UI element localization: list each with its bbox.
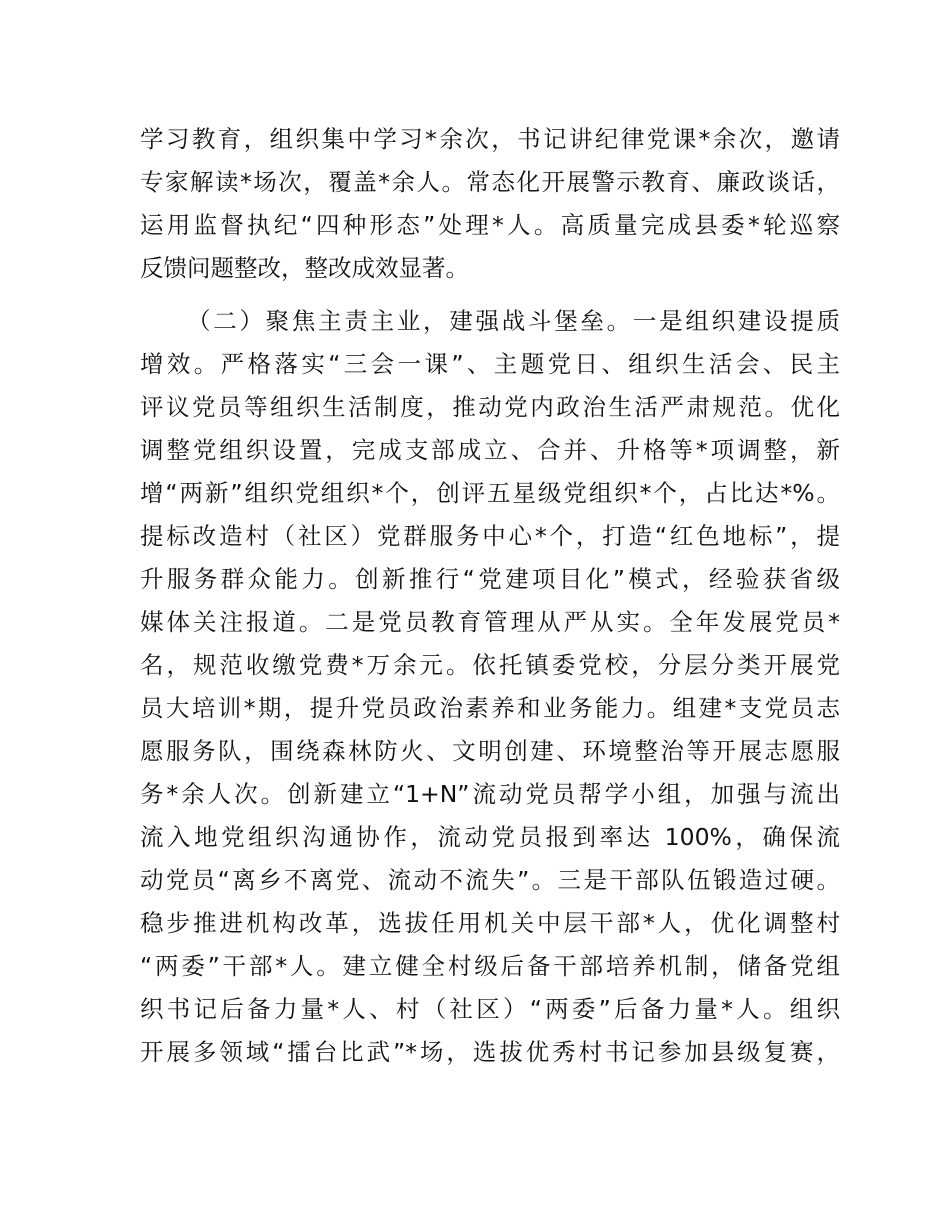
text-line: 愿服务队，围绕森林防火、文明创建、环境整治等开展志愿服: [140, 737, 840, 765]
document-body: [140, 118, 840, 1074]
text-line: 开展多领域“擂台比武”*场，选拔优秀村书记参加县级复赛，: [140, 1038, 840, 1066]
text-line: 动党员“离乡不离党、流动不流失”。三是干部队伍锻造过硬。: [140, 866, 840, 894]
text-line: 提标改造村（社区）党群服务中心*个，打造“红色地标”，提: [140, 522, 840, 550]
text-line: 媒体关注报道。二是党员教育管理从严从实。全年发展党员*: [140, 608, 840, 636]
text-line: 评议党员等组织生活制度，推动党内政治生活严肃规范。优化: [140, 393, 840, 421]
text-line: “两委”干部*人。建立健全村级后备干部培养机制，储备党组: [140, 952, 840, 980]
text-line: 调整党组织设置，完成支部成立、合并、升格等*项调整，新: [140, 436, 840, 464]
text-line: 员大培训*期，提升党员政治素养和业务能力。组建*支党员志: [140, 694, 840, 722]
text-line: 反馈问题整改，整改成效显著。: [140, 254, 469, 282]
text-line: 稳步推进机构改革，选拔任用机关中层干部*人，优化调整村: [140, 909, 840, 937]
text-line: 增效。严格落实“三会一课”、主题党日、组织生活会、民主: [140, 350, 840, 378]
text-line: 专家解读*场次，覆盖*余人。常态化开展警示教育、廉政谈话，: [140, 168, 840, 196]
text-line: 织书记后备力量*人、村（社区）“两委”后备力量*人。组织: [140, 995, 840, 1023]
text-line: 运用监督执纪“四种形态”处理*人。高质量完成县委*轮巡察: [140, 211, 840, 239]
paragraph-gap: [140, 290, 840, 300]
text-line: 流入地党组织沟通协作，流动党员报到率达 100%，确保流: [140, 823, 840, 851]
paragraph-1: [140, 118, 840, 290]
text-line: 务*余人次。创新建立“1+N”流动党员帮学小组，加强与流出: [140, 780, 840, 808]
text-line: 学习教育，组织集中学习*余次，书记讲纪律党课*余次，邀请: [140, 125, 840, 153]
paragraph-2: [140, 300, 840, 1074]
text-line: 升服务群众能力。创新推行“党建项目化”模式，经验获省级: [140, 565, 840, 593]
text-line: 增“两新”组织党组织*个，创评五星级党组织*个，占比达*%。: [140, 479, 840, 507]
text-line: （二）聚焦主责主业，建强战斗堡垒。一是组织建设提质: [187, 307, 840, 335]
text-line: 名，规范收缴党费*万余元。依托镇委党校，分层分类开展党: [140, 651, 840, 679]
